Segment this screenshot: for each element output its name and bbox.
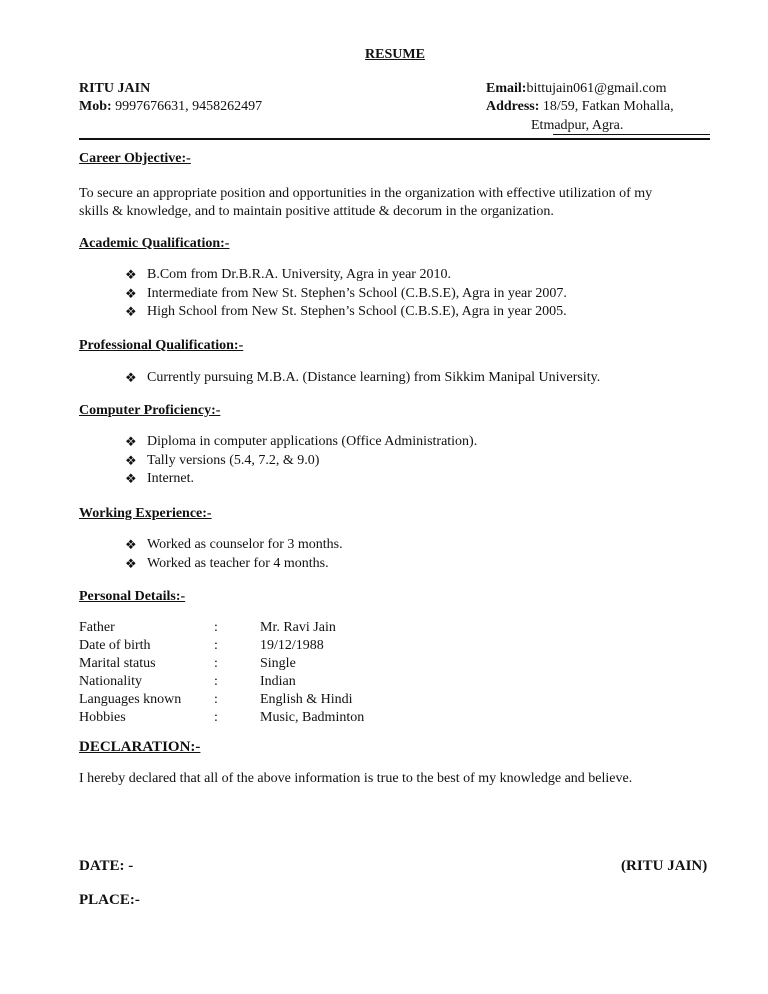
professional-list [125,369,600,388]
list-item [125,433,477,452]
career-objective-heading: Career Objective:- [79,151,191,166]
candidate-name: RITU JAIN [79,81,151,96]
personal-value: 19/12/1988 [260,638,324,653]
page-title: RESUME [365,47,425,62]
diamond-bullet-icon: ❖ [125,434,137,450]
table-row [79,673,364,691]
address-label: Address: [486,99,540,114]
academic-item-text: B.Com from Dr.B.R.A. University, Agra in year 2010. [147,267,451,283]
computer-item-text: Internet. [147,471,195,487]
diamond-bullet-icon: ❖ [125,555,137,571]
diamond-bullet-icon: ❖ [125,285,137,301]
mobile-line [79,98,262,116]
diamond-bullet-icon: ❖ [125,304,137,320]
personal-value: Indian [260,674,296,689]
place-label: PLACE:- [79,892,140,908]
professional-qualification-heading: Professional Qualification:- [79,338,244,353]
academic-item-text: Intermediate from New St. Stephen’s School (C.B.S.E), Agra in year 2007. [147,285,567,301]
email-value: bittujain061@gmail.com [526,81,667,96]
personal-label: Date of birth [79,638,151,653]
personal-value: Music, Badminton [260,710,365,725]
personal-separator: : [214,620,218,635]
email-label: Email: [486,81,527,96]
diamond-bullet-icon: ❖ [125,537,137,553]
professional-item-text: Currently pursuing M.B.A. (Distance learning) from Sikkim Manipal University. [147,370,601,386]
table-row [79,637,364,655]
academic-list [125,266,567,322]
header-divider-thin [553,134,710,135]
personal-label: Hobbies [79,710,126,725]
computer-item-text: Tally versions (5.4, 7.2, & 9.0) [147,452,320,468]
personal-label: Languages known [79,692,182,707]
address-line [486,98,674,116]
diamond-bullet-icon: ❖ [125,452,137,468]
diamond-bullet-icon: ❖ [125,370,137,386]
personal-label: Father [79,620,115,635]
address-line-1: 18/59, Fatkan Mohalla, [539,99,674,114]
personal-label: Nationality [79,674,142,689]
computer-proficiency-heading: Computer Proficiency:- [79,403,221,418]
academic-item-text: High School from New St. Stephen’s School (C.B.S.E), Agra in year 2005. [147,304,567,320]
personal-value: Single [260,656,296,671]
personal-separator: : [214,656,218,671]
diamond-bullet-icon: ❖ [125,471,137,487]
personal-separator: : [214,638,218,653]
date-label: DATE: - [79,858,134,874]
personal-label: Marital status [79,656,156,671]
email-line [486,80,667,98]
signature-name: (RITU JAIN) [621,858,708,874]
list-item [125,285,567,304]
experience-item-text: Worked as teacher for 4 months. [147,555,329,571]
experience-list [125,536,343,573]
list-item [125,536,343,555]
list-item [125,369,600,388]
list-item [125,555,343,574]
mobile-label: Mob: [79,99,112,114]
career-objective-line-2: skills & knowledge, and to maintain positive attitude & decorum in the organization. [79,204,554,219]
list-item [125,452,477,471]
table-row [79,709,364,727]
personal-details-heading: Personal Details:- [79,589,186,604]
diamond-bullet-icon: ❖ [125,267,137,283]
career-objective-line-1: To secure an appropriate position and opportunities in the organization with effective utilization of my [79,186,653,201]
personal-separator: : [214,674,218,689]
computer-list [125,433,477,489]
header-divider [79,138,710,140]
personal-separator: : [214,710,218,725]
address-line-2: Etmadpur, Agra. [531,118,624,133]
list-item [125,266,567,285]
list-item [125,303,567,322]
table-row [79,655,364,673]
computer-item-text: Diploma in computer applications (Office Administration). [147,434,478,450]
table-row [79,691,364,709]
academic-qualification-heading: Academic Qualification:- [79,236,230,251]
experience-item-text: Worked as counselor for 3 months. [147,537,343,553]
mobile-value: 9997676631, 9458262497 [111,99,263,114]
table-row [79,619,364,637]
declaration-text: I hereby declared that all of the above information is true to the best of my knowledge and believe. [79,771,633,786]
personal-value: Mr. Ravi Jain [260,620,336,635]
personal-value: English & Hindi [260,692,353,707]
working-experience-heading: Working Experience:- [79,506,212,521]
list-item [125,470,477,489]
personal-separator: : [214,692,218,707]
personal-details-table [79,619,364,727]
declaration-heading: DECLARATION:- [79,739,201,755]
